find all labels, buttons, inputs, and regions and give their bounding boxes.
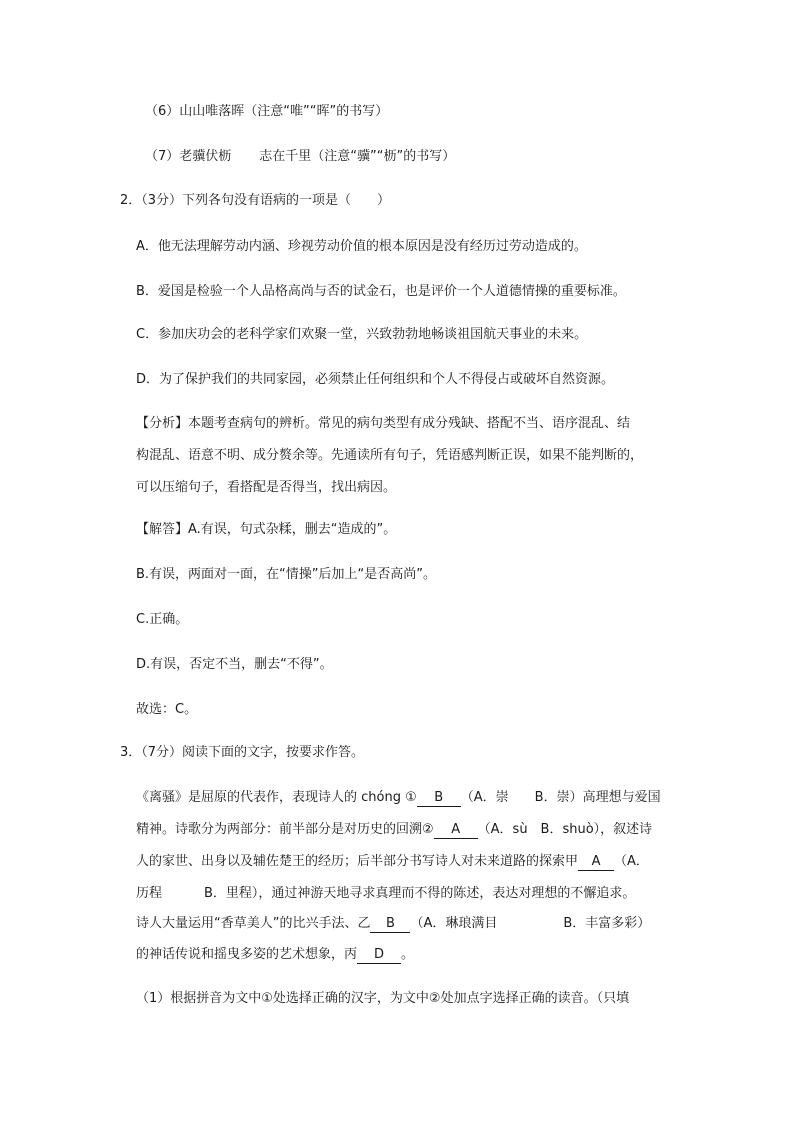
q2-analysis-line-3: 可以压缩句子，看搭配是否得当，找出病因。 [136, 480, 397, 495]
q2-stem: 2．（3分）下列各句没有语病的一项是（ ） [120, 193, 391, 208]
q3-stem: 3．（7分）阅读下面的文字，按要求作答。 [120, 745, 365, 760]
q3-l3-text-b: （A． [614, 854, 649, 869]
q3-l5-text-b: （A．琳琅满目 [410, 916, 498, 931]
q2-final-choice: 故选：C。 [136, 702, 198, 717]
item-7-part-a: （7）老骥伏枥 [145, 149, 232, 164]
q3-passage-line-3 [136, 852, 649, 872]
q2-analysis-line-1: 【分析】本题考查病句的辨析。常见的病句类型有成分残缺、搭配不当、语序混乱、结 [136, 416, 631, 431]
answer-blank-5: D [357, 946, 401, 964]
q3-passage-line-1 [136, 788, 661, 808]
q3-passage-line-5 [136, 914, 650, 934]
q2-answer-line-3: C.正确。 [136, 612, 189, 627]
q3-l2-text-a: 精神。诗歌分为两部分：前半部分是对历史的回溯② [136, 822, 434, 837]
answer-blank-2: A [434, 821, 478, 839]
q2-option-a: A．他无法理解劳动内涵、珍视劳动价值的根本原因是没有经历过劳动造成的。 [136, 239, 587, 254]
item-7-part-b: 志在千里（注意“骥”“枥”的书写） [259, 149, 456, 164]
answer-blank-4: B [370, 915, 410, 933]
q2-option-b: B．爱国是检验一个人品格高尚与否的试金石，也是评价一个人道德情操的重要标准。 [136, 284, 626, 299]
q3-l5-text-a: 诗人大量运用“香草美人”的比兴手法、乙 [136, 916, 371, 931]
q3-l4-text-a: 历程 [136, 886, 163, 901]
q2-option-c: C．参加庆功会的老科学家们欢聚一堂，兴致勃勃地畅谈祖国航天事业的未来。 [136, 327, 588, 342]
q2-answer-line-4: D.有误，否定不当，删去“不得”。 [136, 657, 333, 672]
q3-subquestion-1: （1）根据拼音为文中①处选择正确的汉字，为文中②处加点字选择正确的读音。（只填 [136, 991, 630, 1006]
q3-l1-text-b: （A．崇 B．崇）高理想与爱国 [460, 790, 661, 805]
q3-l6-text-a: 的神话传说和摇曳多姿的艺术想象，丙 [136, 947, 358, 962]
q3-passage-line-6 [136, 945, 414, 965]
q2-option-d: D．为了保护我们的共同家园，必须禁止任何组织和个人不得侵占或破坏自然资源。 [136, 372, 615, 387]
q2-analysis-line-2: 构混乱、语意不明、成分赘余等。先通读所有句子，凭语感判断正误，如果不能判断的， [136, 448, 644, 463]
q2-answer-line-1: 【解答】A.有误，句式杂糅，删去“造成的”。 [136, 522, 397, 537]
q3-passage-line-2 [136, 820, 652, 840]
q3-l1-text-a: 《离骚》是屈原的代表作，表现诗人的 chóng ① [136, 790, 417, 805]
answer-blank-1: B [417, 789, 461, 807]
answer-blank-3: A [578, 853, 614, 871]
q3-l4-text-b: B．里程），通过神游天地寻求真理而不得的陈述，表达对理想的不懈追求。 [204, 886, 636, 901]
q3-l5-text-c: B．丰富多彩） [563, 916, 651, 931]
q3-l3-text-a: 人的家世、出身以及辅佐楚王的经历；后半部分书写诗人对未来道路的探索甲 [136, 854, 579, 869]
q3-passage-line-4 [136, 884, 635, 904]
item-6: （6）山山唯落晖（注意“唯”“晖”的书写） [145, 104, 389, 119]
q3-l6-text-b: 。 [401, 947, 415, 962]
item-7 [145, 147, 455, 167]
q3-l2-text-b: （A．sù B．shuò），叙述诗 [477, 822, 653, 837]
q2-answer-line-2: B.有误，两面对一面，在“情操”后加上“是否高尚”。 [136, 567, 436, 582]
